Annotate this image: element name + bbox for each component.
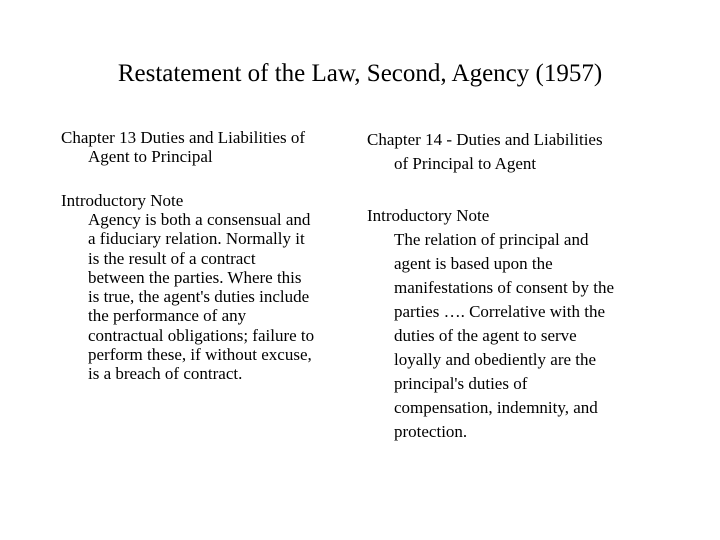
chapter-14-note-body: The relation of principal and agent is based upon the manifestations of consent by the parties …. Correlative with the duties of the agent to serve loyally and obediently are the principal's duties of compensation, indemnity, and protection. [394, 230, 615, 441]
right-column-chapter-14 [367, 128, 667, 444]
chapter-14-heading-line-2: of Principal to Agent [394, 154, 537, 173]
chapter-13-note-body: Agency is both a consensual and a fiduciary relation. Normally it is the result of a contract between the parties. Where this is true, the agent's duties include the performance of any contractual obligations; failure to perform these, if without excuse, is a breach of contract. [88, 210, 315, 384]
left-column-chapter-13 [61, 128, 361, 384]
slide-title: Restatement of the Law, Second, Agency (1957) [117, 60, 603, 87]
chapter-14-heading [367, 128, 667, 176]
chapter-13-heading-line-2: Agent to Principal [88, 147, 213, 166]
chapter-13-heading [61, 128, 361, 166]
chapter-13-note-title: Introductory Note [61, 191, 184, 210]
chapter-14-note-title: Introductory Note [367, 206, 490, 225]
chapter-13-heading-line-1: Chapter 13 Duties and Liabilities of [61, 128, 306, 147]
chapter-14-heading-line-1: Chapter 14 - Duties and Liabilities [367, 130, 603, 149]
